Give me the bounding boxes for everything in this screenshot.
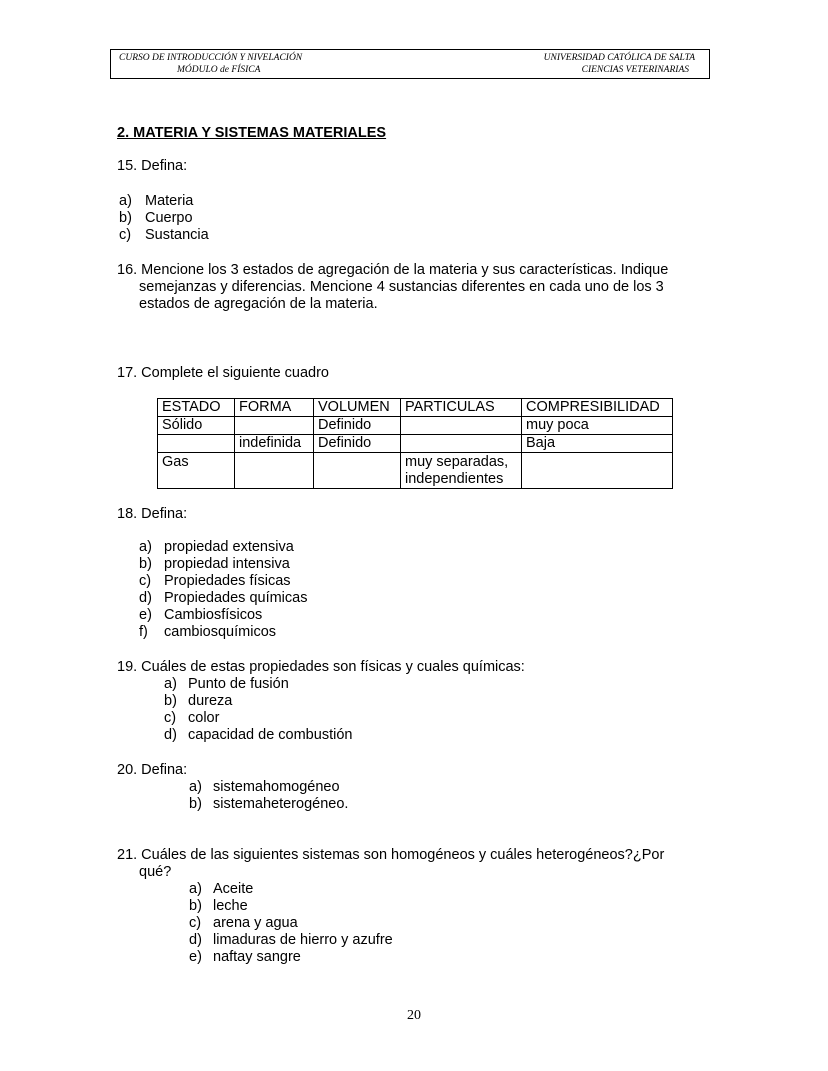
list-item-text: color (188, 710, 220, 726)
cell-line: muy separadas, (405, 454, 509, 470)
table-cell: muy poca (522, 417, 673, 435)
list-item-text: Aceite (213, 881, 254, 897)
list-item-text: sistemaheterogéneo. (213, 796, 349, 812)
header-faculty: CIENCIAS VETERINARIAS (581, 65, 689, 75)
list-marker: a) (119, 193, 132, 209)
list-item-text: capacidad de combustión (188, 727, 353, 743)
table-cell (401, 435, 522, 453)
list-item-text: Sustancia (145, 227, 209, 243)
table-cell: Sólido (158, 417, 235, 435)
list-item-text: naftay sangre (213, 949, 301, 965)
list-marker: b) (189, 796, 202, 812)
list-marker: a) (139, 539, 152, 555)
list-marker: d) (189, 932, 202, 948)
list-item-text: Punto de fusión (188, 676, 289, 692)
page-header (110, 49, 710, 79)
q16-line-2: semejanzas y diferencias. Mencione 4 sustancias diferentes en cada uno de los 3 (139, 279, 664, 295)
list-marker: b) (139, 556, 152, 572)
list-item-text: Cuerpo (145, 210, 193, 226)
table-cell (314, 453, 401, 489)
list-item-text: dureza (188, 693, 233, 709)
list-marker: c) (189, 915, 202, 931)
table-header-cell: VOLUMEN (314, 399, 401, 417)
table-cell: Definido (314, 417, 401, 435)
page-number: 20 (407, 1008, 421, 1023)
list-marker: c) (164, 710, 177, 726)
q18-prompt: 18. Defina: (117, 506, 188, 522)
table-cell (401, 453, 522, 489)
q16-line-3: estados de agregación de la materia. (139, 296, 378, 312)
list-marker: c) (139, 573, 152, 589)
list-marker: e) (139, 607, 152, 623)
table-cell (401, 417, 522, 435)
table-cell (522, 453, 673, 489)
header-course: CURSO DE INTRODUCCIÓN Y NIVELACIÓN (119, 53, 303, 63)
q21-line-2: qué? (139, 864, 172, 880)
list-marker: b) (164, 693, 177, 709)
q19-prompt: 19. Cuáles de estas propiedades son físicas y cuales químicas: (117, 659, 525, 675)
q17-prompt: 17. Complete el siguiente cuadro (117, 365, 329, 381)
list-item-text: leche (213, 898, 248, 914)
list-item-text: sistemahomogéneo (213, 779, 340, 795)
list-item-text: arena y agua (213, 915, 298, 931)
list-marker: f) (139, 624, 148, 640)
q16-line-1: 16. Mencione los 3 estados de agregación de la materia y sus características. Indique (117, 262, 669, 278)
list-marker: d) (164, 727, 177, 743)
list-item-text: Propiedades químicas (164, 590, 308, 606)
list-item-text: Cambiosfísicos (164, 607, 263, 623)
table-cell: Gas (158, 453, 235, 489)
section-title: 2. MATERIA Y SISTEMAS MATERIALES (117, 125, 387, 141)
table-row (158, 417, 673, 435)
table-cell: indefinida (235, 435, 314, 453)
header-university: UNIVERSIDAD CATÓLICA DE SALTA (543, 53, 695, 63)
table-cell (235, 453, 314, 489)
list-item-text: propiedad intensiva (164, 556, 290, 572)
list-item-text: cambiosquímicos (164, 624, 277, 640)
table-cell (235, 417, 314, 435)
list-marker: c) (119, 227, 132, 243)
table-row (158, 453, 673, 489)
table-row (158, 435, 673, 453)
states-table (157, 398, 673, 489)
table-cell: Baja (522, 435, 673, 453)
table-header-cell: COMPRESIBILIDAD (522, 399, 673, 417)
table-cell (158, 435, 235, 453)
list-marker: a) (189, 779, 202, 795)
list-item-text: Materia (145, 193, 194, 209)
list-item-text: Propiedades físicas (164, 573, 291, 589)
q21-line-1: 21. Cuáles de las siguientes sistemas son homogéneos y cuáles heterogéneos?¿Por (117, 847, 665, 863)
q15-prompt: 15. Defina: (117, 158, 188, 174)
list-marker: e) (189, 949, 202, 965)
q20-prompt: 20. Defina: (117, 762, 188, 778)
list-item-text: limaduras de hierro y azufre (213, 932, 393, 948)
table-cell: Definido (314, 435, 401, 453)
table-header-row (158, 399, 673, 417)
table-header-cell: PARTICULAS (401, 399, 522, 417)
list-marker: b) (189, 898, 202, 914)
table-header-cell: ESTADO (158, 399, 235, 417)
cell-line: independientes (405, 471, 504, 487)
list-marker: d) (139, 590, 152, 606)
table-header-cell: FORMA (235, 399, 314, 417)
list-item-text: propiedad extensiva (164, 539, 294, 555)
list-marker: a) (189, 881, 202, 897)
list-marker: b) (119, 210, 132, 226)
header-module: MÓDULO de FÍSICA (177, 65, 261, 75)
list-marker: a) (164, 676, 177, 692)
